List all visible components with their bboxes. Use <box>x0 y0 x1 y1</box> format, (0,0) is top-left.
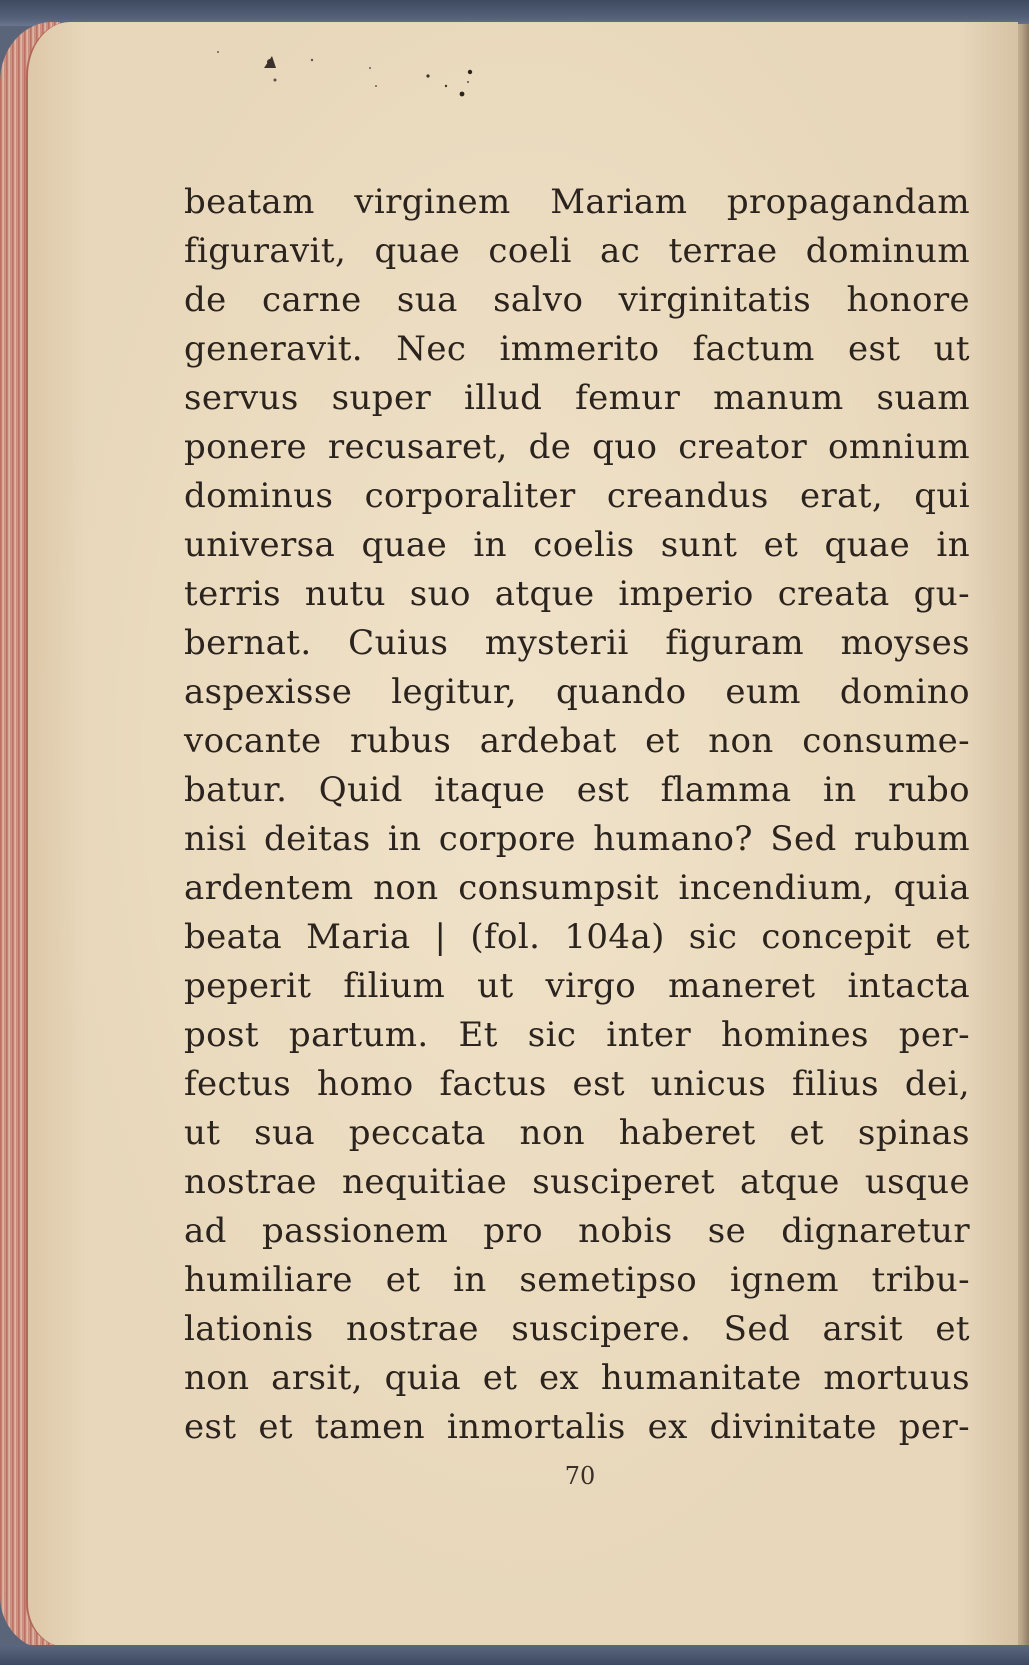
text-line: servus super illud femur manum suam <box>184 378 970 418</box>
text-line: nostrae nequitiae susciperet atque usque <box>184 1162 970 1202</box>
text-line: ardentem non consumpsit incendium, quia <box>184 868 970 908</box>
text-line: dominus corporaliter creandus erat, qui <box>184 476 970 516</box>
page-number: 70 <box>564 1462 596 1490</box>
text-line: aspexisse legitur, quando eum domino <box>184 672 970 712</box>
text-line: lationis nostrae suscipere. Sed arsit et <box>184 1309 970 1349</box>
text-line: non arsit, quia et ex humanitate mortuus <box>184 1358 970 1398</box>
text-line: de carne sua salvo virginitatis honore <box>184 280 970 320</box>
text-line: generavit. Nec immerito factum est ut <box>184 329 970 369</box>
text-line: vocante rubus ardebat et non consume- <box>184 721 970 761</box>
text-line: beatam virginem Mariam propagandam <box>184 182 970 222</box>
text-line: batur. Quid itaque est flamma in rubo <box>184 770 970 810</box>
ink-speckles <box>200 46 520 116</box>
text-line: post partum. Et sic inter homines per- <box>184 1015 970 1055</box>
text-line: terris nutu suo atque imperio creata gu- <box>184 574 970 614</box>
book-cover-bottom <box>0 1645 1029 1665</box>
text-line: ut sua peccata non haberet et spinas <box>184 1113 970 1153</box>
text-line: universa quae in coelis sunt et quae in <box>184 525 970 565</box>
text-line: fectus homo factus est unicus filius dei, <box>184 1064 970 1104</box>
text-line: figuravit, quae coeli ac terrae dominum <box>184 231 970 271</box>
text-line: peperit filium ut virgo maneret intacta <box>184 966 970 1006</box>
text-line: bernat. Cuius mysterii figuram moyses <box>184 623 970 663</box>
body-text <box>184 178 970 1452</box>
text-line: est et tamen inmortalis ex divinitate per- <box>184 1407 970 1447</box>
text-line: nisi deitas in corpore humano? Sed rubum <box>184 819 970 859</box>
text-line: humiliare et in semetipso ignem tribu- <box>184 1260 970 1300</box>
text-line: ad passionem pro nobis se dignaretur <box>184 1211 970 1251</box>
text-line: beata Maria | (fol. 104a) sic concepit et <box>184 917 970 957</box>
text-line: ponere recusaret, de quo creator omnium <box>184 427 970 467</box>
